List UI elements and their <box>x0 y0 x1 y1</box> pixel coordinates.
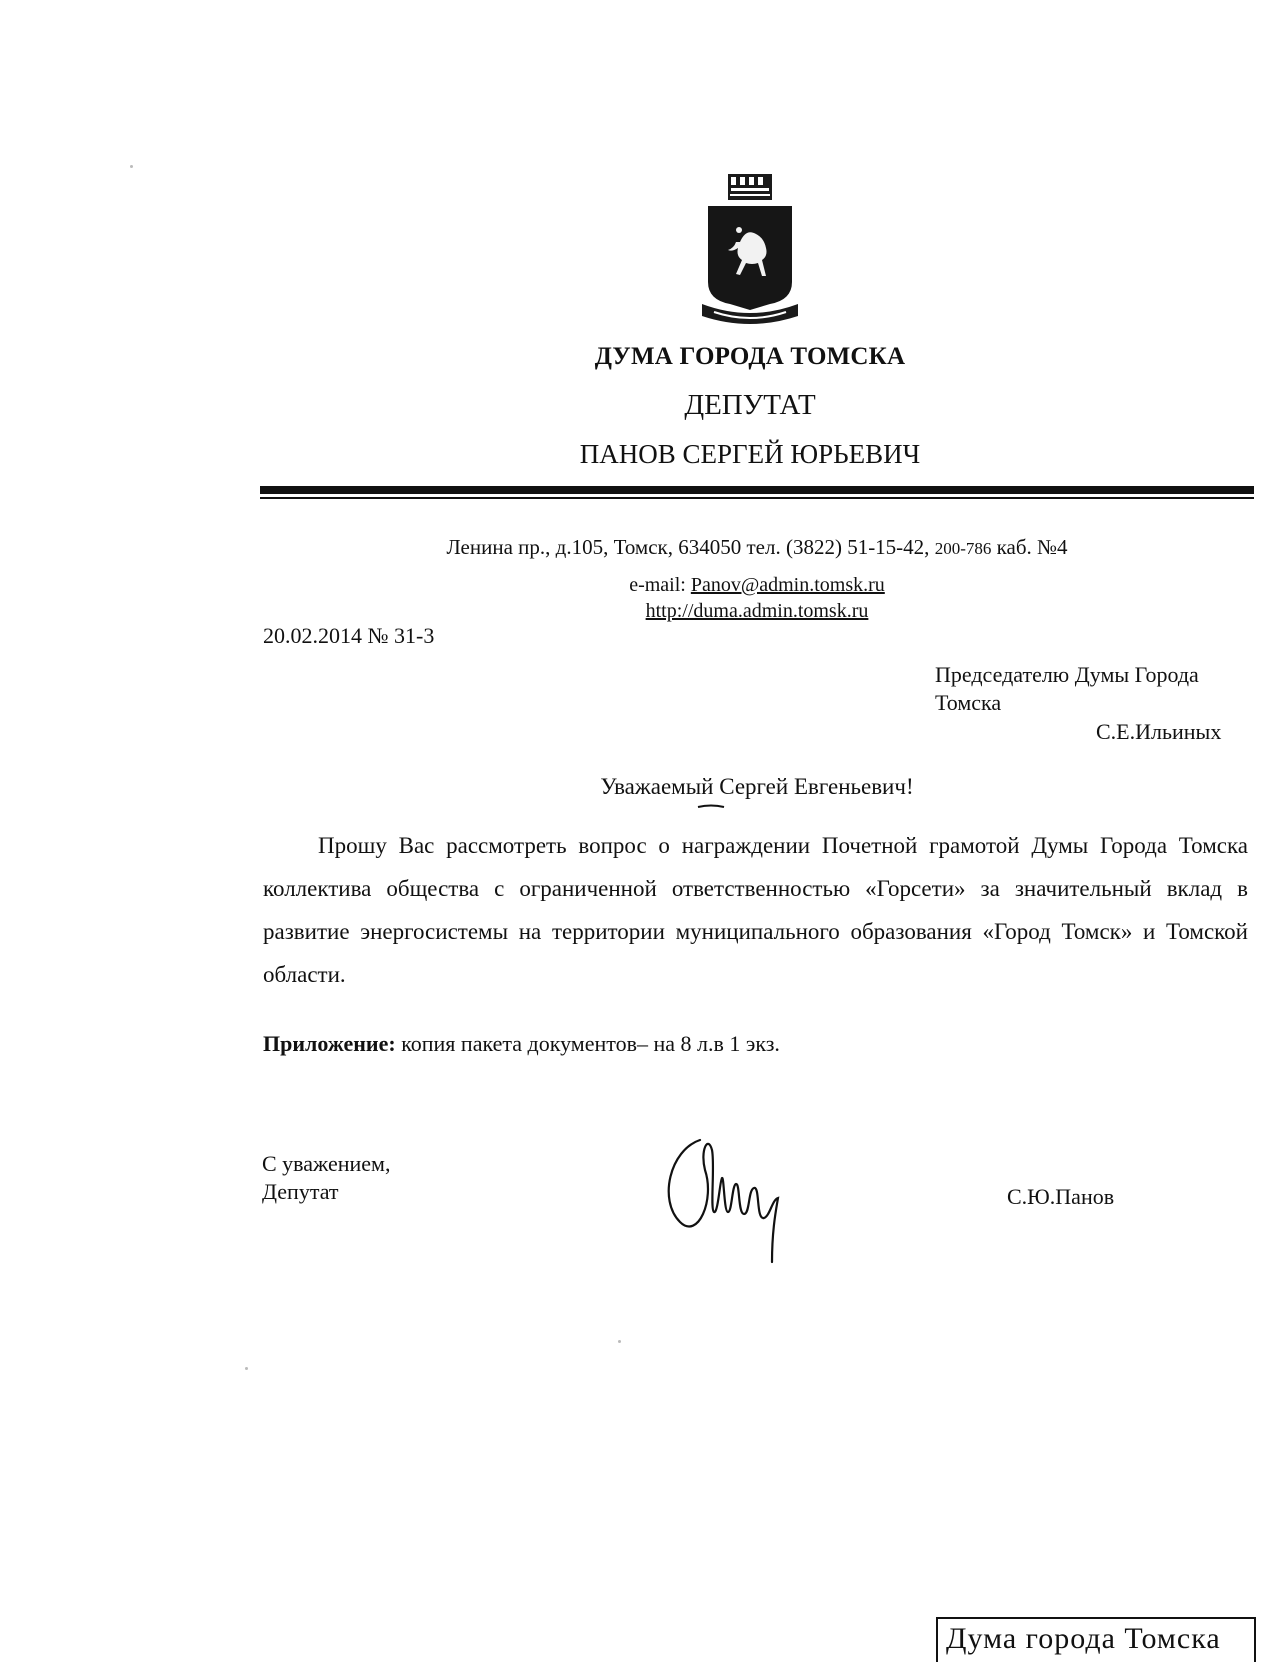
greeting: Уважаемый Сергей Евгеньевич! <box>600 774 914 799</box>
recipient-name: С.Е.Ильиных <box>1096 719 1222 744</box>
date-number: 20.02.2014 № 31-3 <box>263 623 435 648</box>
address-line <box>260 535 1254 560</box>
position-title: ДЕПУТАТ <box>684 389 816 421</box>
email-line <box>260 574 1254 597</box>
email-label: e-mail: <box>629 574 686 596</box>
attachment-label: Приложение: <box>263 1031 396 1056</box>
tomsk-coat-of-arms-icon <box>700 172 800 332</box>
closing <box>262 1150 390 1206</box>
attachment-line <box>263 1031 780 1057</box>
recipient-title: Председателю Думы Города Томска <box>935 662 1199 715</box>
body-paragraph: Прошу Вас рассмотреть вопрос о награждении Почетной грамотой Думы Города Томска коллектива общества с ограниченной ответственностью «Горсети» за значительный вклад в развитие энергосистемы на территории муниципального образования «Город Томск» и Томской области. <box>263 833 1248 987</box>
incoming-stamp <box>936 1617 1256 1662</box>
address-main: Ленина пр., д.105, Томск, 634050 тел. (3822) 51-15-42, <box>446 535 930 559</box>
scan-speck <box>130 165 133 168</box>
letter-body <box>263 824 1248 996</box>
closing-position: Депутат <box>262 1179 339 1204</box>
email-link[interactable]: Panov@admin.tomsk.ru <box>690 574 885 596</box>
underline-mark <box>697 804 725 810</box>
handwritten-signature-icon <box>660 1130 820 1265</box>
signer-name: С.Ю.Панов <box>1007 1184 1115 1209</box>
closing-regards: С уважением, <box>262 1151 391 1176</box>
org-title: ДУМА ГОРОДА ТОМСКА <box>594 343 906 370</box>
stamp-text: Дума города Томска <box>946 1622 1221 1655</box>
scan-speck <box>245 1367 248 1370</box>
header-divider <box>260 486 1254 502</box>
attachment-text: копия пакета документов– на 8 л.в 1 экз. <box>401 1031 780 1056</box>
scan-speck <box>618 1340 621 1343</box>
website-line <box>260 600 1254 623</box>
deputy-name: ПАНОВ СЕРГЕЙ ЮРЬЕВИЧ <box>579 439 921 469</box>
website-link[interactable]: http://duma.admin.tomsk.ru <box>645 600 869 622</box>
address-room: каб. №4 <box>996 535 1068 559</box>
address-phone2: 200-786 <box>934 539 992 558</box>
